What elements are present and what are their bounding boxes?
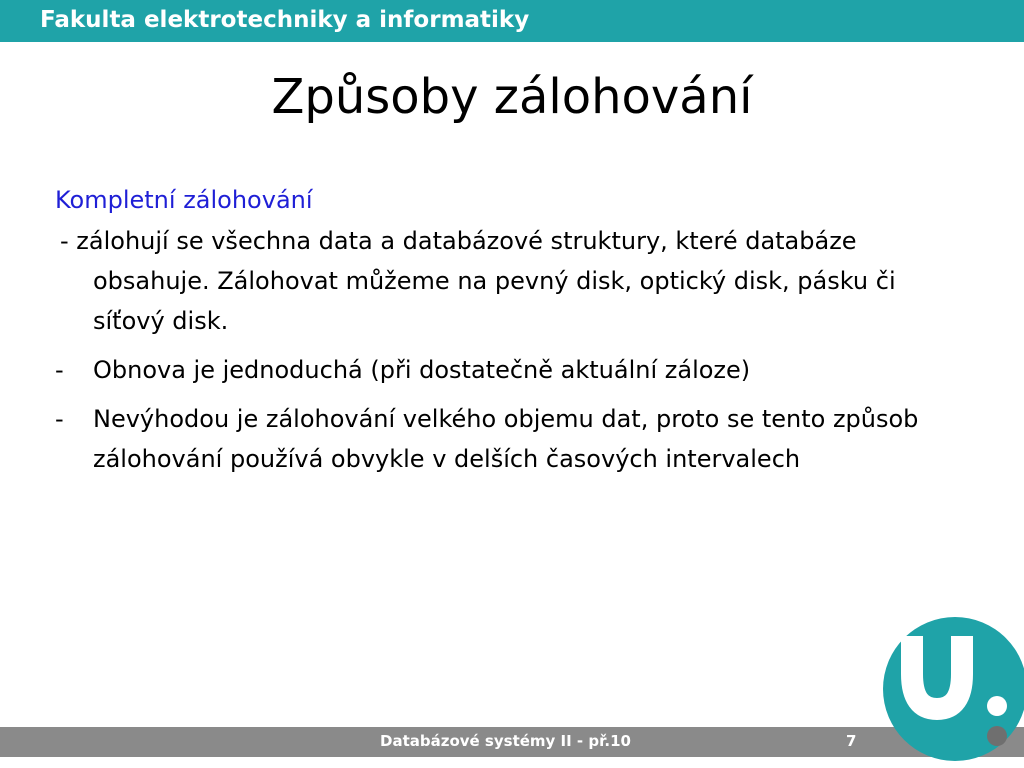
bullet-text: Nevýhodou je zálohování velkého objemu dat, proto se tento způsob zálohování používá obvykle v delších časových intervalech [93,405,919,473]
slide-content [55,180,960,488]
intro-paragraph: - zálohují se všechna data a databázové struktury, které databáze obsahuje. Zálohovat můžeme na pevný disk, optický disk, pásku či síťový disk. [60,227,896,335]
slide-title: Způsoby zálohování [271,69,753,125]
bullet-marker: - [55,356,64,384]
university-u-logo-icon [880,614,1024,764]
section-heading: Kompletní zálohování [55,186,313,214]
bullet-list [55,350,960,479]
bullet-item [55,350,960,390]
bullet-marker: - [55,405,64,433]
footer-course-title: Databázové systémy II - př.10 [380,732,631,750]
faculty-name: Fakulta elektrotechniky a informatiky [40,7,530,33]
page-number: 7 [846,732,857,750]
bullet-item [55,399,960,479]
bullet-text: Obnova je jednoduchá (při dostatečně aktuální záloze) [93,356,751,384]
